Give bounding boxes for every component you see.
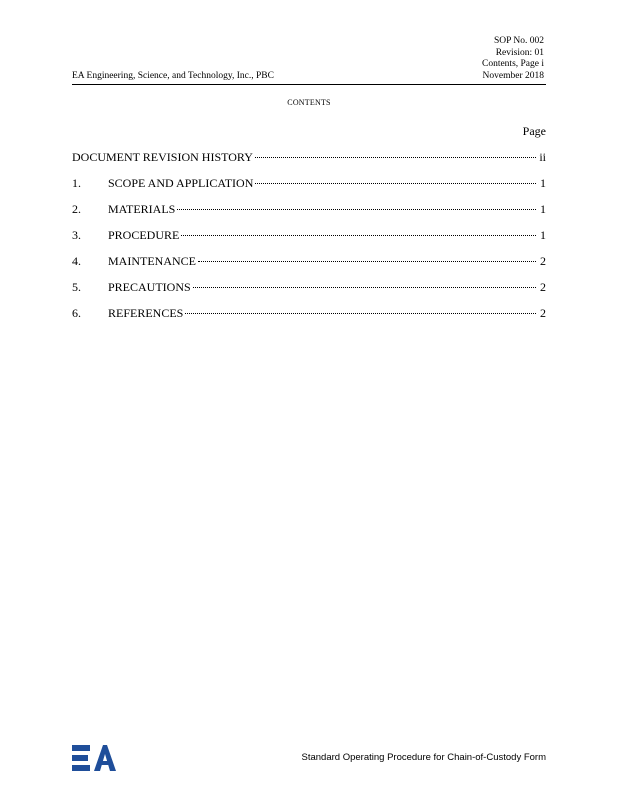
toc-leader	[255, 183, 536, 184]
toc-page: 1	[540, 176, 546, 190]
toc-number: 2.	[72, 202, 81, 216]
toc-page: 2	[540, 280, 546, 294]
toc-row-references[interactable]	[72, 306, 546, 332]
toc-number: 5.	[72, 280, 81, 294]
toc-page: 2	[540, 254, 546, 268]
toc-row-maintenance[interactable]	[72, 254, 546, 280]
toc-row-materials[interactable]	[72, 202, 546, 228]
page-column-label: Page	[522, 124, 546, 138]
toc-number: 6.	[72, 306, 81, 320]
toc-leader	[185, 313, 536, 314]
toc-title: MAINTENANCE	[108, 254, 196, 268]
toc-leader	[177, 209, 536, 210]
header-divider	[72, 84, 546, 85]
toc-title: SCOPE AND APPLICATION	[108, 176, 254, 190]
footer-text: Standard Operating Procedure for Chain-of-Custody Form	[301, 752, 546, 763]
toc-page: 1	[540, 202, 546, 216]
document-date: November 2018	[482, 70, 544, 81]
toc-number: 1.	[72, 176, 81, 190]
sop-number: SOP No. 002	[493, 36, 544, 46]
page-reference: Contents, Page i	[481, 59, 544, 69]
toc-number: 4.	[72, 254, 81, 268]
toc-page: 1	[540, 228, 546, 242]
table-of-contents	[72, 150, 546, 332]
contents-title: CONTENTS	[287, 98, 331, 107]
toc-title: MATERIALS	[108, 202, 176, 216]
ea-logo-icon	[72, 745, 116, 771]
company-name: EA Engineering, Science, and Technology, Inc., PBC	[72, 71, 274, 81]
toc-row-procedure[interactable]	[72, 228, 546, 254]
toc-leader	[193, 287, 536, 288]
toc-row-precautions[interactable]	[72, 280, 546, 306]
toc-row-revision-history[interactable]	[72, 150, 546, 176]
toc-leader	[198, 261, 536, 262]
toc-title: PRECAUTIONS	[108, 280, 191, 294]
toc-leader	[181, 235, 536, 236]
toc-title: REFERENCES	[108, 306, 184, 320]
toc-page: 2	[540, 306, 546, 320]
header-right	[482, 36, 544, 82]
toc-title: DOCUMENT REVISION HISTORY	[72, 150, 253, 164]
revision: Revision: 01	[495, 47, 544, 58]
toc-row-scope[interactable]	[72, 176, 546, 202]
toc-title: PROCEDURE	[108, 228, 180, 242]
toc-page: ii	[539, 150, 546, 164]
toc-leader	[255, 157, 536, 158]
toc-number: 3.	[72, 228, 81, 242]
